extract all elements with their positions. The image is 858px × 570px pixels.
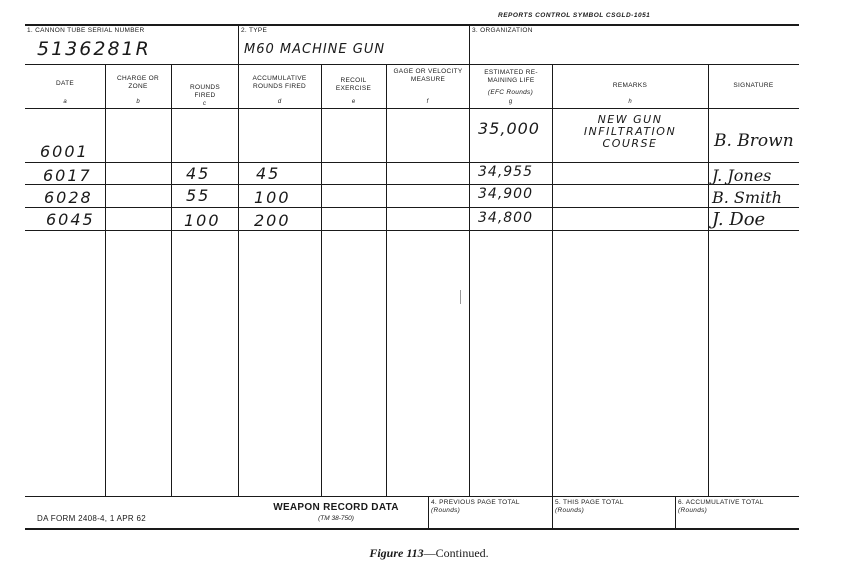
row-2-rounds: 45	[186, 164, 211, 183]
col-divider-recoil	[386, 64, 387, 496]
row-1-remarks: NEW GUN INFILTRATION COURSE	[583, 113, 677, 150]
col-letter-date: a	[63, 99, 67, 105]
row-3-accum: 100	[254, 188, 291, 207]
row-2-date: 6017	[43, 166, 92, 185]
row-line-1	[25, 162, 799, 163]
form-top-border	[25, 24, 799, 26]
row-1-signature: B. Brown	[714, 131, 794, 151]
col-letter-gage: f	[426, 99, 429, 105]
row-3-signature: B. Smith	[712, 188, 782, 207]
col-divider-remarks	[708, 64, 709, 496]
header-divider-2	[469, 24, 470, 64]
col-header-recoil: RECOIL EXERCISE	[335, 77, 372, 92]
column-header-bottom-line	[25, 108, 799, 109]
col-divider-life	[552, 64, 553, 496]
form-subtitle: (TM 38-750)	[318, 515, 354, 522]
col-letter-rounds: c	[203, 101, 206, 107]
col-letter-remarks: h	[628, 99, 632, 105]
col-header-rounds: ROUNDS FIRED	[190, 84, 220, 99]
col-letter-recoil: e	[351, 99, 356, 105]
row-4-date: 6045	[46, 210, 95, 229]
col-header-life-unit: (EFC Rounds)	[487, 89, 534, 96]
col-header-date: DATE	[55, 80, 75, 87]
this-page-total-unit: (Rounds)	[555, 507, 585, 514]
row-4-accum: 200	[254, 211, 291, 230]
form-identifier: DA FORM 2408-4, 1 APR 62	[37, 514, 147, 523]
col-letter-accum: d	[277, 99, 282, 105]
figure-caption	[0, 546, 858, 561]
col-divider-charge	[171, 64, 172, 496]
row-4-life: 34,800	[478, 210, 533, 226]
col-divider-gage	[469, 64, 470, 496]
type-label: 2. TYPE	[241, 27, 268, 34]
previous-page-total-unit: (Rounds)	[431, 507, 461, 514]
row-line-3	[25, 207, 799, 208]
header-divider-1	[238, 24, 239, 64]
row-3-life: 34,900	[478, 186, 533, 202]
organization-label: 3. ORGANIZATION	[472, 27, 533, 34]
footer-divider-2	[552, 496, 553, 528]
accumulative-total-label: 6. ACCUMULATIVE TOTAL	[678, 499, 764, 506]
col-divider-rounds	[238, 64, 239, 496]
table-bottom-line	[25, 496, 799, 497]
col-header-remarks: REMARKS	[612, 82, 648, 89]
this-page-total-label: 5. THIS PAGE TOTAL	[555, 499, 624, 506]
footer-divider-1	[428, 496, 429, 528]
form-title: WEAPON RECORD DATA	[273, 502, 399, 513]
row-2-signature: J. Jones	[712, 166, 772, 185]
row-2-accum: 45	[256, 164, 281, 183]
col-header-gage: GAGE OR VELOCITY MEASURE	[393, 68, 463, 83]
figure-caption-text: —Continued.	[423, 546, 489, 560]
row-1-life: 35,000	[478, 119, 540, 138]
previous-page-total-label: 4. PREVIOUS PAGE TOTAL	[431, 499, 520, 506]
col-letter-charge: b	[136, 99, 140, 105]
row-4-rounds: 100	[184, 211, 221, 230]
col-header-charge: CHARGE OR ZONE	[116, 75, 160, 90]
figure-number: Figure 113	[369, 546, 424, 560]
row-4-signature: J. Doe	[712, 209, 766, 230]
col-divider-accum	[321, 64, 322, 496]
scan-mark	[460, 290, 461, 304]
form-bottom-border	[25, 528, 799, 530]
col-header-signature: SIGNATURE	[733, 82, 774, 89]
col-divider-date	[105, 64, 106, 496]
row-3-date: 6028	[44, 188, 93, 207]
row-2-life: 34,955	[478, 164, 533, 180]
footer-divider-3	[675, 496, 676, 528]
header-bottom-line	[25, 64, 799, 65]
serial-number-label: 1. CANNON TUBE SERIAL NUMBER	[27, 27, 145, 34]
row-line-2	[25, 184, 799, 185]
row-line-4	[25, 230, 799, 231]
type-value: M60 MACHINE GUN	[244, 42, 386, 57]
row-1-date: 6001	[40, 142, 89, 161]
col-header-life: ESTIMATED RE- MAINING LIFE	[484, 69, 538, 84]
accumulative-total-unit: (Rounds)	[678, 507, 708, 514]
col-letter-life: g	[508, 99, 513, 105]
serial-number-value: 5136281R	[37, 38, 151, 60]
row-3-rounds: 55	[186, 186, 211, 205]
reports-control-symbol: REPORTS CONTROL SYMBOL CSGLD-1051	[498, 12, 651, 19]
col-header-accum: ACCUMULATIVE ROUNDS FIRED	[252, 75, 307, 90]
